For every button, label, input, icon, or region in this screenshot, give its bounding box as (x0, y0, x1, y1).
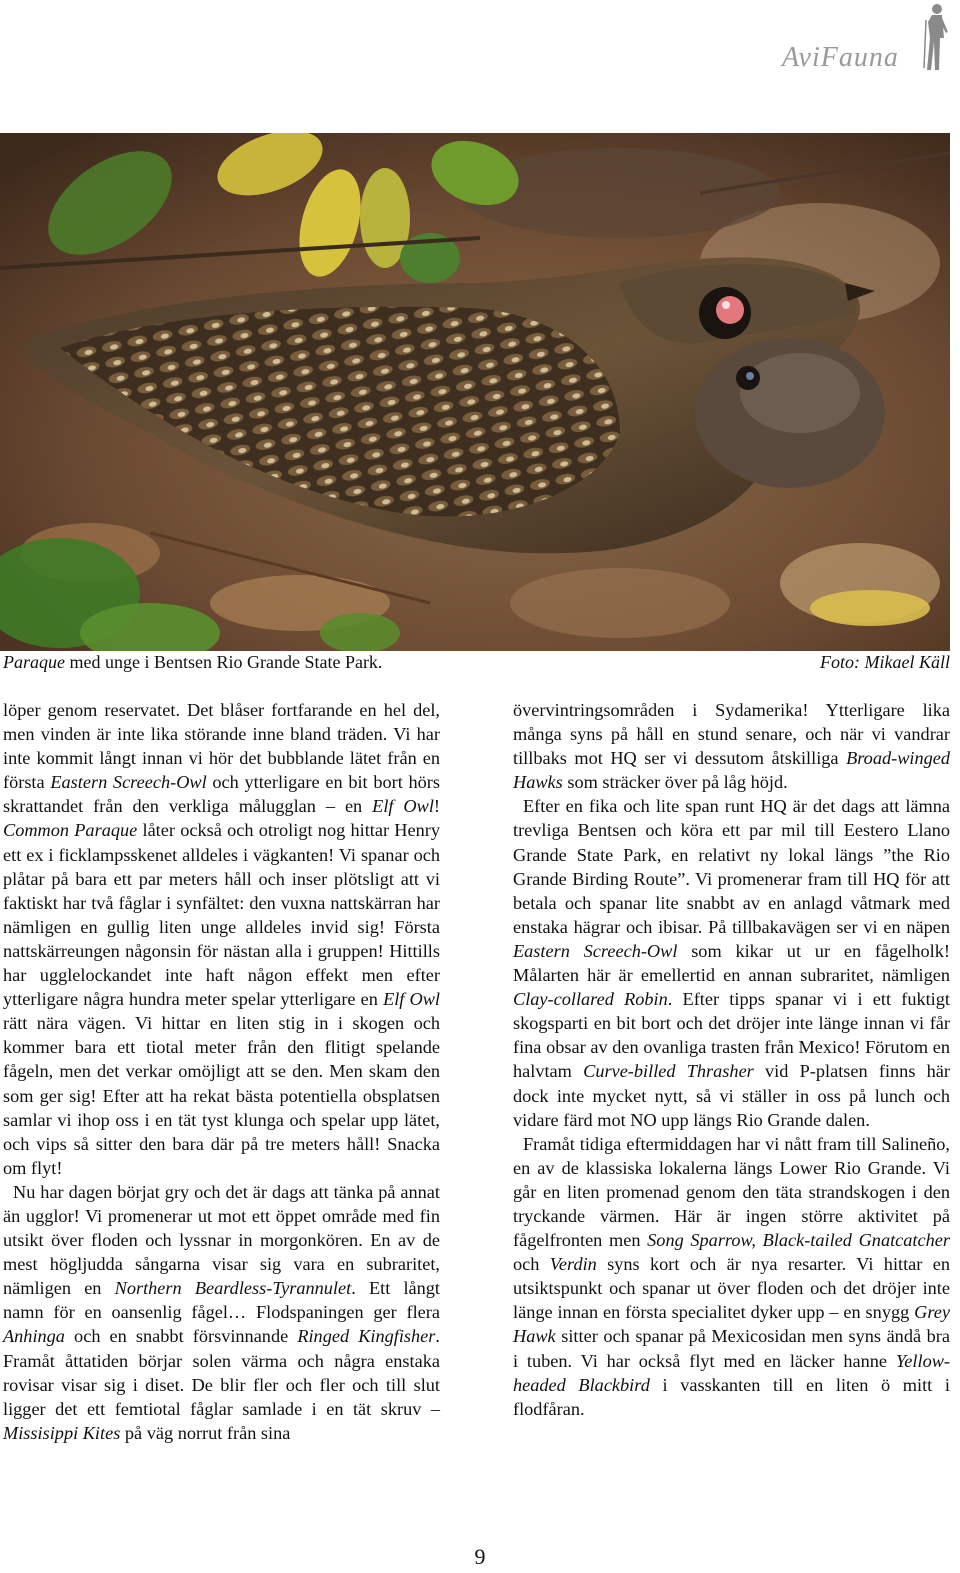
photo-credit: Foto: Mikael Käll (820, 652, 950, 672)
text-run: syns kort och är nya resarter. Vi hittar en utsiktspunkt och spanar ut över floden och det dröjer inte länge innan en första specialitet dyker upp – en snygg (513, 1254, 950, 1323)
species-name: Yellow-headed Blackbird (513, 1350, 950, 1395)
text-run: . Efter tipps spanar vi i ett fuktigt skogsparti en bit bort och det dröjer inte länge innan vi får fina obsar av den ovanliga trasten från Mexico! Förutom en halvtam (513, 989, 950, 1082)
hiker-figure-icon (922, 2, 950, 72)
species-name: Anhinga (3, 1326, 65, 1347)
species-name: Northern Beardless-Tyrannulet (114, 1278, 352, 1299)
logo-text: AviFauna (782, 42, 899, 73)
species-name: Clay-collared Robin (513, 989, 668, 1010)
photo-caption (3, 652, 382, 673)
text-run: som kikar ut ur en fågelholk! Målarten här är emellertid en annan subraritet, nämligen (513, 940, 950, 986)
text-run: sitter och spanar på Mexicosidan men syns ändå bra i tuben. Vi har också flyt med en läcker hanne (513, 1326, 950, 1371)
article-column-right (513, 698, 950, 1421)
text-run: och (513, 1254, 550, 1275)
text-run: Nu har dagen börjat gry och det är dags att tänka på annat än ugglor! Vi promenerar ut mot ett öppet område med fin utsikt över floden och lyssnar in morgonkören. En av de mest högljudda sångarna visar sig vara en subraritet, nämligen en (3, 1181, 440, 1299)
species-name: Elf Owl (383, 989, 440, 1010)
paragraph (3, 1180, 440, 1445)
text-run: och en snabbt försvinnande (64, 1326, 298, 1347)
text-run: Efter en fika och lite span runt HQ är det dags att lämna trevliga Bentsen och köra ett par mil till Eestero Llano Grande State Park, en relativt ny lokal längs ”the Rio Grande Birding Route”. Vi promenerar fram till HQ för att betala och spanar lite snabbt av en anlagd våtmark med enstaka hägrar och ibisar. På tillbakavägen ser vi en näpen (513, 796, 950, 937)
caption-species: Paraque (3, 652, 65, 672)
text-run: som sträcker över på låg höjd. (562, 772, 788, 793)
text-run: ! (433, 796, 441, 817)
avifauna-logo (770, 0, 955, 80)
text-run: i vasskanten till en liten ö mitt i flodfåran. (513, 1374, 950, 1419)
species-name: Missisippi Kites (3, 1422, 121, 1443)
species-name: Eastern Screech-Owl (50, 772, 207, 793)
species-name: Broad-winged Hawks (513, 748, 950, 793)
text-run: Framåt tidiga eftermiddagen har vi nått fram till Salineño, en av de klassiska lokalerna längs Lower Rio Grande. Vi går en liten promenad genom den täta strandskogen i den tryckande värmen. Här är ingen större aktivitet på fågelfronten men (513, 1133, 950, 1251)
species-name: Grey Hawk (513, 1302, 950, 1347)
text-run: . Ett långt namn för en oansenlig fågel… Flodspaningen ger flera (3, 1278, 440, 1323)
text-run: låter också och otroligt nog hittar Henry ett ex i ficklampsskenet alldeles i vägkanten! Vi spanar och plåtar på bara ett par meters håll och inser plötsligt att vi faktiskt har två fåglar i synfältet: den vuxna nattskärran har nämligen en gullig liten unge alldeles invid sig! Första nattskärreungen någonsin för nästan alla i gruppen! Hittills har ugglelockandet inte haft någon effekt men efter ytterligare några hundra meter spelar ytterligare en (3, 820, 440, 1010)
paraque-photo-illustration (0, 133, 950, 651)
paragraph (513, 794, 950, 1131)
bird-photo (0, 133, 950, 651)
species-name: Eastern Screech-Owl (513, 940, 678, 961)
text-run: och ytterligare en bit bort hörs skrattandet från den verkliga målugglan – en (3, 772, 440, 817)
paragraph (3, 698, 440, 1180)
text-run: . Framåt åttatiden börjar solen värma och några enstaka rovisar visar sig i diset. De blir fler och fler och till slut ligger det ett femtiotal fåglar samlade i en tät skruv – (3, 1326, 440, 1419)
text-run: löper genom reservatet. Det blåser fortfarande en hel del, men vinden är inte lika störande inne bland träden. Vi har inte kommit långt innan vi hör det bubblande lätet från en första (3, 700, 440, 793)
paragraph (513, 698, 950, 794)
article-column-left (3, 698, 440, 1445)
paragraph (513, 1132, 950, 1421)
species-name: Ringed Kingfisher (297, 1326, 436, 1347)
species-name: Song Sparrow, Black-tailed Gnatcatcher (647, 1230, 950, 1251)
species-name: Curve-billed Thrasher (583, 1061, 754, 1082)
species-name: Elf Owl (372, 796, 434, 817)
text-run: vid P-platsen finns här dock inte mycket nytt, så vi ställer in oss på lunch och vidare färd mot NO upp längs Rio Grande dalen. (513, 1061, 950, 1130)
text-run: övervintringsområden i Sydamerika! Ytterligare lika många syns på håll en stund senare, och när vi vandrar tillbaks mot HQ ser vi dessutom åtskilliga (513, 700, 950, 769)
caption-text: med unge i Bentsen Rio Grande State Park. (65, 652, 383, 672)
species-name: Verdin (549, 1254, 597, 1275)
page-number: 9 (474, 1544, 486, 1569)
text-run: rätt nära vägen. Vi hittar en liten stig in i skogen och kommer bara ett tiotal meter från den flitigt spelande fågeln, men det verkar omöjligt att se den. Men skam den som ger sig! Efter att ha rekat bästa potentiella obsplatsen samlar vi ihop oss i en tät tyst klunga och spelar upp lätet, och vips så sitter den bara där på tre meters håll! Snacka om flyt! (3, 1013, 440, 1178)
species-name: Common Paraque (3, 820, 138, 841)
text-run: på väg norrut från sina (120, 1422, 291, 1443)
